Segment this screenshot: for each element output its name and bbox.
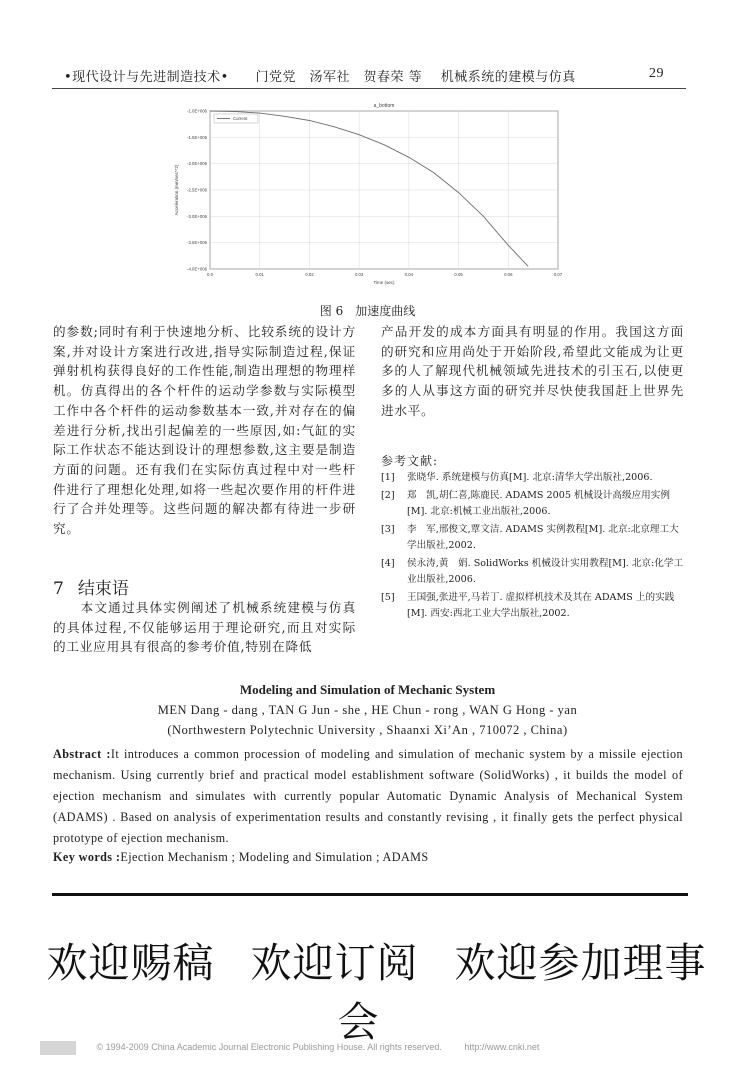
y-tick-label: -3.0E+006 (187, 213, 207, 219)
abstract-label: Abstract : (53, 747, 111, 761)
section-heading (53, 574, 143, 599)
x-tick-label: 0.03 (354, 272, 364, 277)
banner-item: 欢迎赐稿 (46, 939, 215, 987)
reference-text: 王国强,张进平,马若丁. 虚拟样机技术及其在 ADAMS 上的实践[M]. 西安:西北工业大学出版社,2002. (407, 592, 675, 619)
journal-name: •现代设计与先进制造技术• (64, 70, 229, 85)
legend-label: Current (233, 116, 248, 121)
section-divider (52, 893, 688, 896)
y-tick-label: -4.0E+006 (187, 266, 207, 272)
body-column-right (381, 322, 684, 421)
header-rule (52, 88, 686, 89)
copyright-text: © 1994-2009 China Academic Journal Electronic Publishing House. All rights reserved. (96, 1042, 442, 1053)
reference-item (381, 522, 684, 554)
section-number: 7 (53, 579, 64, 599)
banner-item: 欢迎订阅 (250, 939, 419, 987)
english-keywords (53, 850, 683, 865)
y-tick-label: -1.0E+006 (187, 108, 207, 114)
reference-item (381, 470, 684, 486)
keywords-text: Ejection Mechanism ; Modeling and Simulation ; ADAMS (120, 850, 429, 864)
reference-text: 李 军,邢俊文,覃文洁. ADAMS 实例教程[M]. 北京:北京理工大学出版社,2002. (407, 524, 679, 551)
footer (40, 1041, 700, 1055)
header-authors: 门党党 汤军社 贺春荣 等 (255, 70, 423, 85)
keywords-label: Key words : (53, 850, 121, 864)
y-tick-label: -3.5E+006 (187, 240, 207, 246)
reference-number: [4] (381, 558, 395, 569)
y-axis-label: Acceleration (mm/sec**2) (174, 164, 179, 216)
welcome-banner (0, 930, 735, 1048)
y-tick-label: -2.0E+006 (187, 161, 207, 167)
abstract-text: It introduces a common procession of modeling and simulation of mechanic system by a missile ejection mechanism. Using currently brief and practical model establishment software (SolidWorks) , it builds the model of ejection mechanism and simulates with currently popular Automatic Dynamic Analysis of Mechanical System (ADAMS) . Based on analysis of experimentation results and constantly revising , it finally gets the perfect physical prototype of ejection mechanism. (53, 747, 683, 845)
x-tick-label: 0.07 (553, 272, 563, 277)
cnki-logo-icon (40, 1041, 76, 1055)
footer-url: http://www.cnki.net (464, 1042, 540, 1053)
english-abstract (53, 744, 683, 849)
page-header (64, 66, 664, 85)
english-title: Modeling and Simulation of Mechanic System (239, 682, 496, 697)
x-tick-label: 0.06 (504, 272, 513, 277)
reference-number: [1] (381, 472, 395, 483)
reference-text: 张晓华. 系统建模与仿真[M]. 北京:清华大学出版社,2006. (407, 472, 653, 483)
paragraph: 的参数;同时有利于快速地分析、比较系统的设计方案,并对设计方案进行改进,指导实际制造过程,保证弹射机构获得良好的工作性能,制造出理想的物理样机。仿真得出的各个杆件的运动学参数与实际模型工作中各个杆件的运动参数基本一致,并对存在的偏差进行分析,找出引起偏差的一些原因,如:气缸的实际工作状态不能达到设计的理想参数,这主要是制造方面的问题。还有我们在实际仿真过程中对一些杆件进行了理想化处理,如将一些起次要作用的杆件进行了合并处理等。这些问题的解决都有待进一步研究。 (53, 324, 356, 537)
chart-title: a_bottom (373, 103, 395, 109)
x-tick-label: 0.02 (305, 272, 314, 277)
figure-caption: 图 6 加速度曲线 (319, 304, 416, 318)
y-tick-label: -2.5E+006 (187, 187, 207, 193)
reference-item (381, 488, 684, 520)
x-axis-label: Time (sec) (373, 280, 395, 285)
reference-number: [2] (381, 490, 395, 501)
references-list (381, 470, 684, 624)
section-title: 结束语 (77, 579, 129, 599)
english-affiliation: (Northwestern Polytechnic University , Shaanxi Xi’An , 710072 , China) (167, 723, 568, 737)
header-title: 机械系统的建模与仿真 (440, 70, 576, 85)
x-tick-label: 0.05 (454, 272, 463, 277)
banner-item: 欢迎参加理事会 (337, 939, 707, 1046)
y-tick-label: -1.5E+006 (187, 134, 207, 140)
reference-text: 侯永涛,黄 娟. SolidWorks 机械设计实用教程[M]. 北京:化学工业出版社,2006. (407, 558, 684, 585)
x-tick-label: 0.04 (404, 272, 414, 277)
english-authors: MEN Dang - dang , TAN G Jun - she , HE Chun - rong , WAN G Hong - yan (157, 703, 578, 717)
reference-item (381, 590, 684, 622)
body-column-left (53, 322, 356, 539)
acceleration-chart (168, 97, 568, 292)
references-heading: 参考文献: (381, 454, 439, 468)
reference-text: 郑 凯,胡仁喜,陈鹿民. ADAMS 2005 机械设计高级应用实例[M]. 北京:机械工业出版社,2006. (407, 490, 670, 517)
paragraph: 产品开发的成本方面具有明显的作用。我国这方面的研究和应用尚处于开始阶段,希望此文能成为让更多的人了解现代机械领域先进技术的引玉石,以使更多的人从事这方面的研究并尽快使我国赶上世界先进水平。 (381, 324, 684, 418)
reference-item (381, 556, 684, 588)
reference-number: [5] (381, 592, 395, 603)
conclusion-paragraph-block (53, 598, 356, 657)
page-number: 29 (649, 66, 664, 81)
reference-number: [3] (381, 524, 395, 535)
x-tick-label: 0.0 (207, 272, 213, 277)
paragraph: 本文通过具体实例阐述了机械系统建模与仿真的具体过程,不仅能够运用于理论研究,而且对实际的工业应用具有很高的参考价值,特别在降低 (53, 600, 356, 655)
x-tick-label: 0.01 (255, 272, 264, 277)
